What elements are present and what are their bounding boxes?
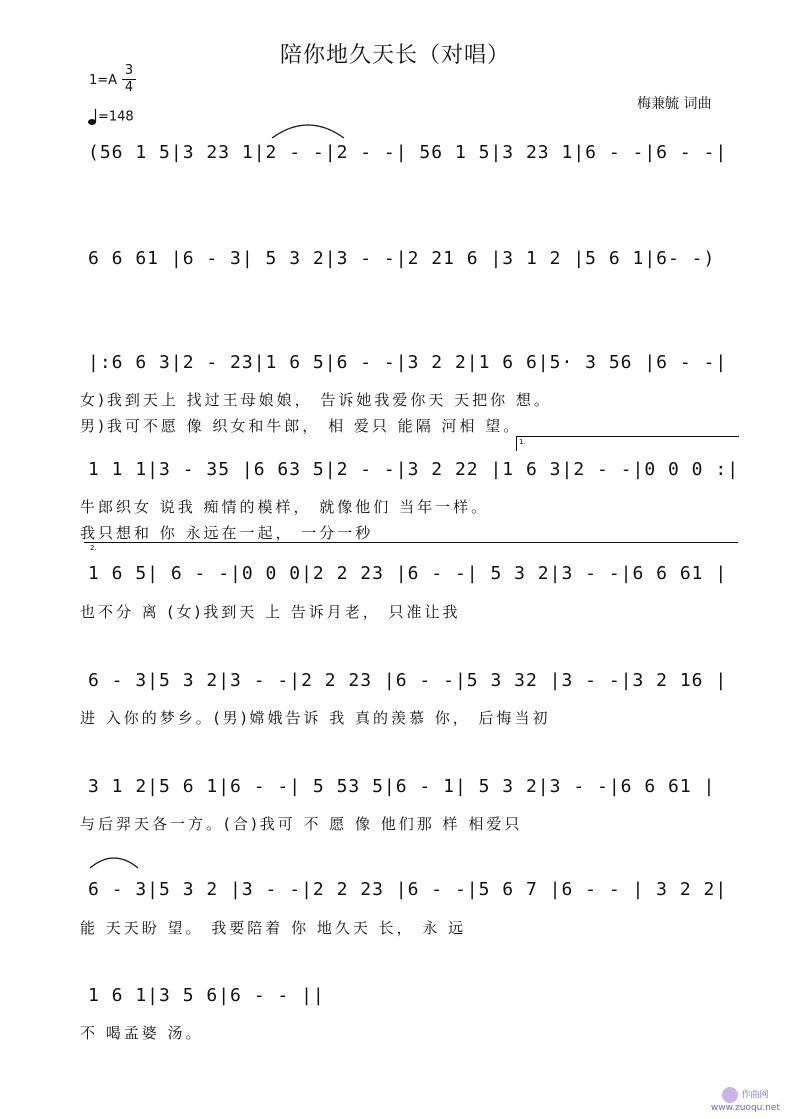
tempo-marking — [88, 108, 134, 126]
watermark-site-name: 作曲网 — [741, 1090, 769, 1101]
score-line-4: 1 1 1|3 - 35 |6 63 5|2 - -|3 2 22 |1 6 3|2 - -|0 0 0 :| — [88, 459, 740, 480]
time-signature-top: 3 — [124, 63, 134, 78]
time-signature — [121, 63, 137, 96]
volta-number-1: 1. — [519, 438, 526, 446]
slur-mark — [88, 852, 140, 870]
site-watermark — [711, 1087, 780, 1113]
lyric-line-3a: 女)我到天上 找过王母娘娘， 告诉她我爱你天 天把你 想。 — [80, 391, 552, 409]
score-line-2: 6 6 61 |6 - 3| 5 3 2|3 - -|2 21 6 |3 1 2 |5 6 1|6- -) — [88, 248, 716, 269]
tempo-value: =148 — [98, 109, 134, 125]
lyric-line-9: 不 喝孟婆 汤。 — [80, 1024, 204, 1042]
score-line-6: 6 - 3|5 3 2|3 - -|2 2 23 |6 - -|5 3 32 |3 - -|3 2 16 | — [88, 670, 728, 691]
score-line-8: 6 - 3|5 3 2 |3 - -|2 2 23 |6 - -|5 6 7 |6 - - | 3 2 2| — [88, 879, 728, 900]
watermark-url: www.zuoqu.net — [710, 1103, 780, 1113]
lyric-line-7: 与后羿天各一方。(合)我可 不 愿 像 他们那 样 相爱只 — [80, 815, 523, 833]
score-line-1: (56 1 5|3 23 1|2 - -|2 - -| 56 1 5|3 23 1|6 - -|6 - -| — [88, 142, 728, 163]
lyric-line-5: 也不分 离 (女)我到天 上 告诉月老， 只准让我 — [80, 603, 461, 621]
score-line-9: 1 6 1|3 5 6|6 - - || — [88, 985, 325, 1006]
score-line-5: 1 6 5| 6 - -|0 0 0|2 2 23 |6 - -| 5 3 2|3 - -|6 6 61 | — [88, 563, 728, 584]
score-line-7: 3 1 2|5 6 1|6 - -| 5 53 5|6 - 1| 5 3 2|3 - -|6 6 61 | — [88, 776, 716, 797]
score-line-3: |:6 6 3|2 - 23|1 6 5|6 - -|3 2 2|1 6 6|5· 3 56 |6 - -| — [88, 352, 728, 373]
volta-2-rule — [84, 542, 738, 543]
key-signature: 1=A — [89, 73, 118, 88]
lyric-line-3b: 男)我可不愿 像 织女和牛郎， 相 爱只 能隔 河相 望。 — [80, 417, 522, 435]
time-signature-bottom: 4 — [124, 80, 134, 95]
volta-bracket-1 — [516, 436, 739, 451]
quarter-note-icon — [88, 108, 98, 126]
lyric-line-4a: 牛郎织女 说我 痴情的模样， 就像他们 当年一样。 — [80, 498, 490, 516]
volta-number-2: 2. — [90, 544, 97, 552]
lyric-line-4b: 我只想和 你 永远在一起， 一分一秒 — [80, 524, 374, 542]
lyric-line-8: 能 天天盼 望。 我要陪着 你 地久天 长， 永 远 — [80, 919, 467, 937]
watermark-logo-icon — [722, 1087, 738, 1103]
slur-mark — [268, 118, 348, 140]
author-credit: 梅兼毓 词曲 — [637, 96, 712, 112]
song-title: 陪你地久天长（对唱） — [279, 43, 510, 68]
lyric-line-6: 进 入你的梦乡。(男)嫦娥告诉 我 真的羡慕 你， 后悔当初 — [80, 709, 551, 727]
